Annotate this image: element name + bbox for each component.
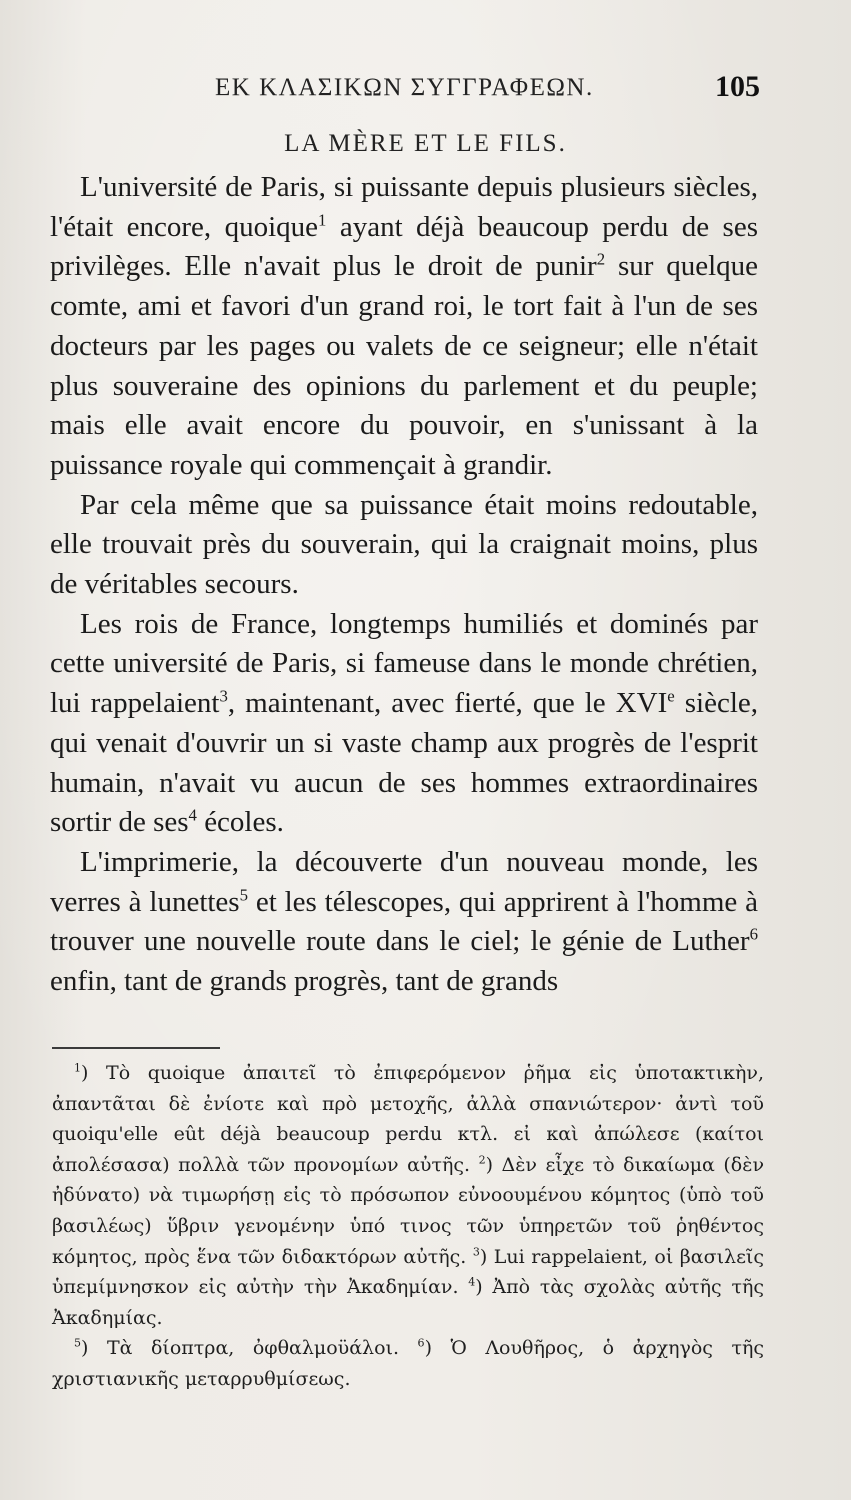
paragraph	[50, 168, 758, 486]
paragraph	[50, 605, 758, 843]
body-text	[50, 168, 758, 1002]
text-run: Les rois de France, longtemps humiliés et dominés par cette université de Paris, si fameuse dans le monde chrétien, lui rappelaient	[50, 607, 758, 720]
footnote-marker: 4	[188, 805, 197, 825]
footnote-marker: 5	[74, 1337, 82, 1351]
text-run: ) Δὲν εἶχε τὸ δικαίωμα (δὲν ἠδύνατο) νὰ τιμωρήσῃ εἰς τὸ πρόσωπον εὐνοουμένου κόμητος (ὑπὸ τοῦ βασιλέως) ὕβριν γενομένην ὑπό τινος τῶν ὑπηρετῶν τοῦ ῥηθέντος κόμητος, πρὸς ἕνα τῶν διδακτόρων αὐτῆς.	[52, 1153, 764, 1268]
footnote-block	[52, 1058, 764, 1333]
paragraph	[50, 843, 758, 1002]
footnote-marker: 2	[596, 249, 606, 269]
footnote-marker: 1	[318, 210, 327, 230]
footnote-marker: 2	[478, 1153, 486, 1167]
text-run: Par cela même que sa puissance était moins redoutable, elle trouvait près du souverain, qui la craignait moins, plus de véritables secours.	[50, 488, 758, 601]
footnote-marker: 6	[417, 1337, 425, 1351]
text-run: ) Ἀπὸ τὰς σχολὰς αὐτῆς τῆς Ἀκαδημίας.	[52, 1276, 764, 1329]
text-run: ) Τὸ quoique ἀπαιτεῖ τὸ ἐπιφερόμενον ῥῆμα εἰς ὑποτακτικὴν, ἀπαντᾶται δὲ ἐνίοτε καὶ πρὸ μετοχῆς, ἀλλὰ σπανιώτερον· ἀντὶ τοῦ quoiqu'elle eût déjà beaucoup perdu κτλ. εἰ καὶ ἀπώλεσε (καίτοι ἀπολέσασα) πολλὰ τῶν προνομίων αὐτῆς.	[52, 1062, 764, 1176]
text-run: enfin, tant de grands progrès, tant de grands	[50, 965, 559, 998]
footnote-marker: 6	[749, 924, 758, 944]
footnotes	[52, 1058, 764, 1395]
text-run: et les télescopes, qui apprirent à l'homme à trouver une nouvelle route dans le ciel; le génie de Luther	[50, 885, 758, 958]
section-title: LA MÈRE ET LE FILS.	[284, 130, 567, 157]
footnote-marker: e	[667, 686, 675, 706]
text-run: sur quelque comte, ami et favori d'un grand roi, le tort fait à l'un de ses docteurs par les pages ou valets de ce seigneur; elle n'était plus souveraine des opinions du parlement et du peuple; mais elle avait encore du pouvoir, en s'unissant à la puissance royale qui commençait à grandir.	[50, 250, 758, 481]
running-head	[215, 70, 760, 110]
text-run: écoles.	[196, 806, 284, 839]
paragraph	[50, 486, 758, 605]
footnote-marker: 5	[239, 885, 248, 904]
text-run: ayant déjà beaucoup perdu de ses privilèges. Elle n'avait plus le droit de punir	[50, 210, 758, 283]
text-run: ) Lui rappelaient, οἱ βασιλεῖς ὑπεμίμνησκον εἰς αὐτὴν τὴν Ἀκαδημίαν.	[52, 1245, 765, 1299]
footnote-block	[52, 1333, 764, 1394]
text-run: L'université de Paris, si puissante depuis plusieurs siècles, l'était encore, quoique	[50, 171, 758, 243]
footnote-marker: 3	[219, 686, 228, 706]
footnote-marker: 1	[74, 1061, 82, 1075]
text-run: ) Τὰ δίοπτρα, ὀφθαλμοϋάλοι.	[81, 1337, 418, 1360]
text-run: ) Ὁ Λουθῆρος, ὁ ἀρχηγὸς τῆς χριστιανικῆς μεταρρυθμίσεως.	[52, 1337, 764, 1390]
page-number: 105	[715, 70, 760, 103]
text-run: , maintenant, avec fierté, que le XVI	[227, 687, 668, 720]
running-title: ΕΚ ΚΛΑΣΙΚΩΝ ΣΥΓΓΡΑΦΕΩΝ.	[215, 74, 594, 101]
text-run: siècle, qui venait d'ouvrir un si vaste champ aux progrès de l'esprit humain, n'avait vu aucun de ses hommes extraordinaires sortir de ses	[50, 687, 758, 839]
footnote-marker: 4	[468, 1275, 476, 1289]
text-run: L'imprimerie, la découverte d'un nouveau monde, les verres à lunettes	[50, 845, 758, 918]
footnote-rule	[52, 1047, 220, 1049]
footnote-marker: 3	[472, 1245, 480, 1259]
